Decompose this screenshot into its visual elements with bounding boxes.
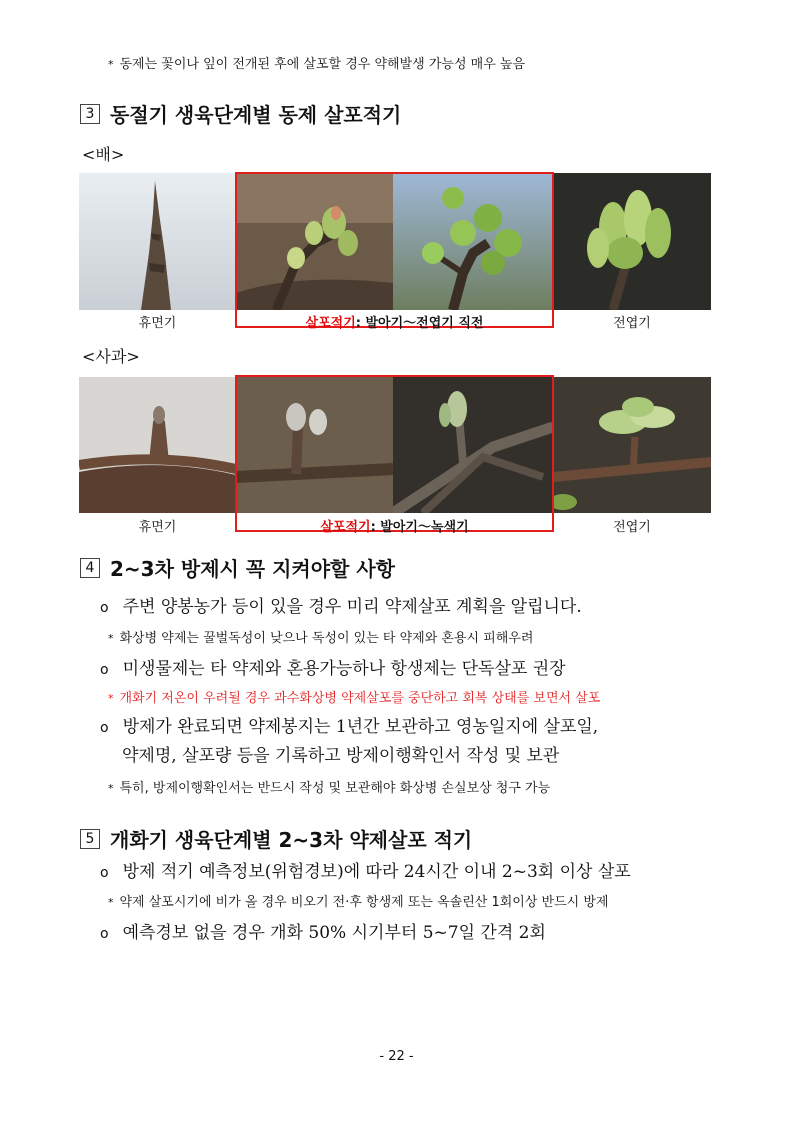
section-4-number: 4 <box>80 558 100 578</box>
section-5-title: 개화기 생육단계별 2~3차 약제살포 적기 <box>110 828 473 852</box>
apple-optimal-period-frame <box>235 375 554 532</box>
section-5-heading <box>80 824 472 853</box>
section-3-title: 동절기 생육단계별 동제 살포적기 <box>110 103 402 127</box>
apple-caption-optimal-rest: : 발아기～녹색기 <box>370 520 469 535</box>
pear-label: <배> <box>82 145 125 164</box>
section-5-bullet-2: o 예측경보 없을 경우 개화 50% 시기부터 5~7일 간격 2회 <box>100 923 546 943</box>
apple-caption-optimal <box>236 516 553 535</box>
section-3-number: 3 <box>80 104 100 124</box>
pear-caption-leaf: 전엽기 <box>613 316 651 331</box>
pear-caption-optimal-rest: : 발아기～전엽기 직전 <box>355 316 484 331</box>
top-warning-note: * 동제는 꽃이나 잎이 전개된 후에 살포할 경우 약해발생 가능성 매우 높음 <box>108 57 526 72</box>
section-4-note-3: * 특히, 방제이행확인서는 반드시 작성 및 보관해야 화상병 손실보상 청구 가능 <box>108 781 551 796</box>
apple-caption-optimal-highlight: 살포적기 <box>320 520 371 535</box>
apple-caption-leaf: 전엽기 <box>613 520 651 535</box>
pear-caption-dormant: 휴면기 <box>138 316 177 331</box>
section-4-title: 2~3차 방제시 꼭 지켜야할 사항 <box>110 557 395 581</box>
page-number: - 22 - <box>379 1049 414 1064</box>
section-4-bullet-1: o 주변 양봉농가 등이 있을 경우 미리 약제살포 계획을 알립니다. <box>100 597 582 617</box>
apple-caption-dormant: 휴면기 <box>138 520 177 535</box>
pear-dormant-photo <box>79 173 236 310</box>
pear-optimal-period-frame <box>235 172 554 328</box>
section-3-heading <box>80 99 401 128</box>
section-5-number: 5 <box>80 829 100 849</box>
section-4-bullet-2: o 미생물제는 타 약제와 혼용가능하나 항생제는 단독살포 권장 <box>100 659 566 679</box>
pear-caption-optimal-highlight: 살포적기 <box>305 316 356 331</box>
apple-label: <사과> <box>82 347 140 366</box>
section-4-heading <box>80 553 395 582</box>
pear-caption-optimal <box>236 312 553 331</box>
section-5-bullet-1: o 방제 적기 예측정보(위험경보)에 따라 24시간 이내 2~3회 이상 살포 <box>100 862 631 882</box>
section-4-note-2-warning: * 개화기 저온이 우려될 경우 과수화상병 약제살포를 중단하고 회복 상태를 보면서 살포 <box>108 691 601 706</box>
section-4-bullet-3: o 방제가 완료되면 약제봉지는 1년간 보관하고 영농일지에 살포일, <box>100 717 599 737</box>
pear-leaf-expansion-photo <box>553 173 711 310</box>
apple-dormant-photo <box>79 377 236 513</box>
apple-leaf-expansion-photo <box>553 377 711 513</box>
section-5-note-1: * 약제 살포시기에 비가 올 경우 비오기 전·후 항생제 또는 옥솔린산 1회이상 반드시 방제 <box>108 895 609 910</box>
section-4-bullet-3-cont: 약제명, 살포량 등을 기록하고 방제이행확인서 작성 및 보관 <box>122 746 560 766</box>
section-4-note-1: * 화상병 약제는 꿀벌독성이 낮으나 독성이 있는 타 약제와 혼용시 피해우려 <box>108 631 534 646</box>
